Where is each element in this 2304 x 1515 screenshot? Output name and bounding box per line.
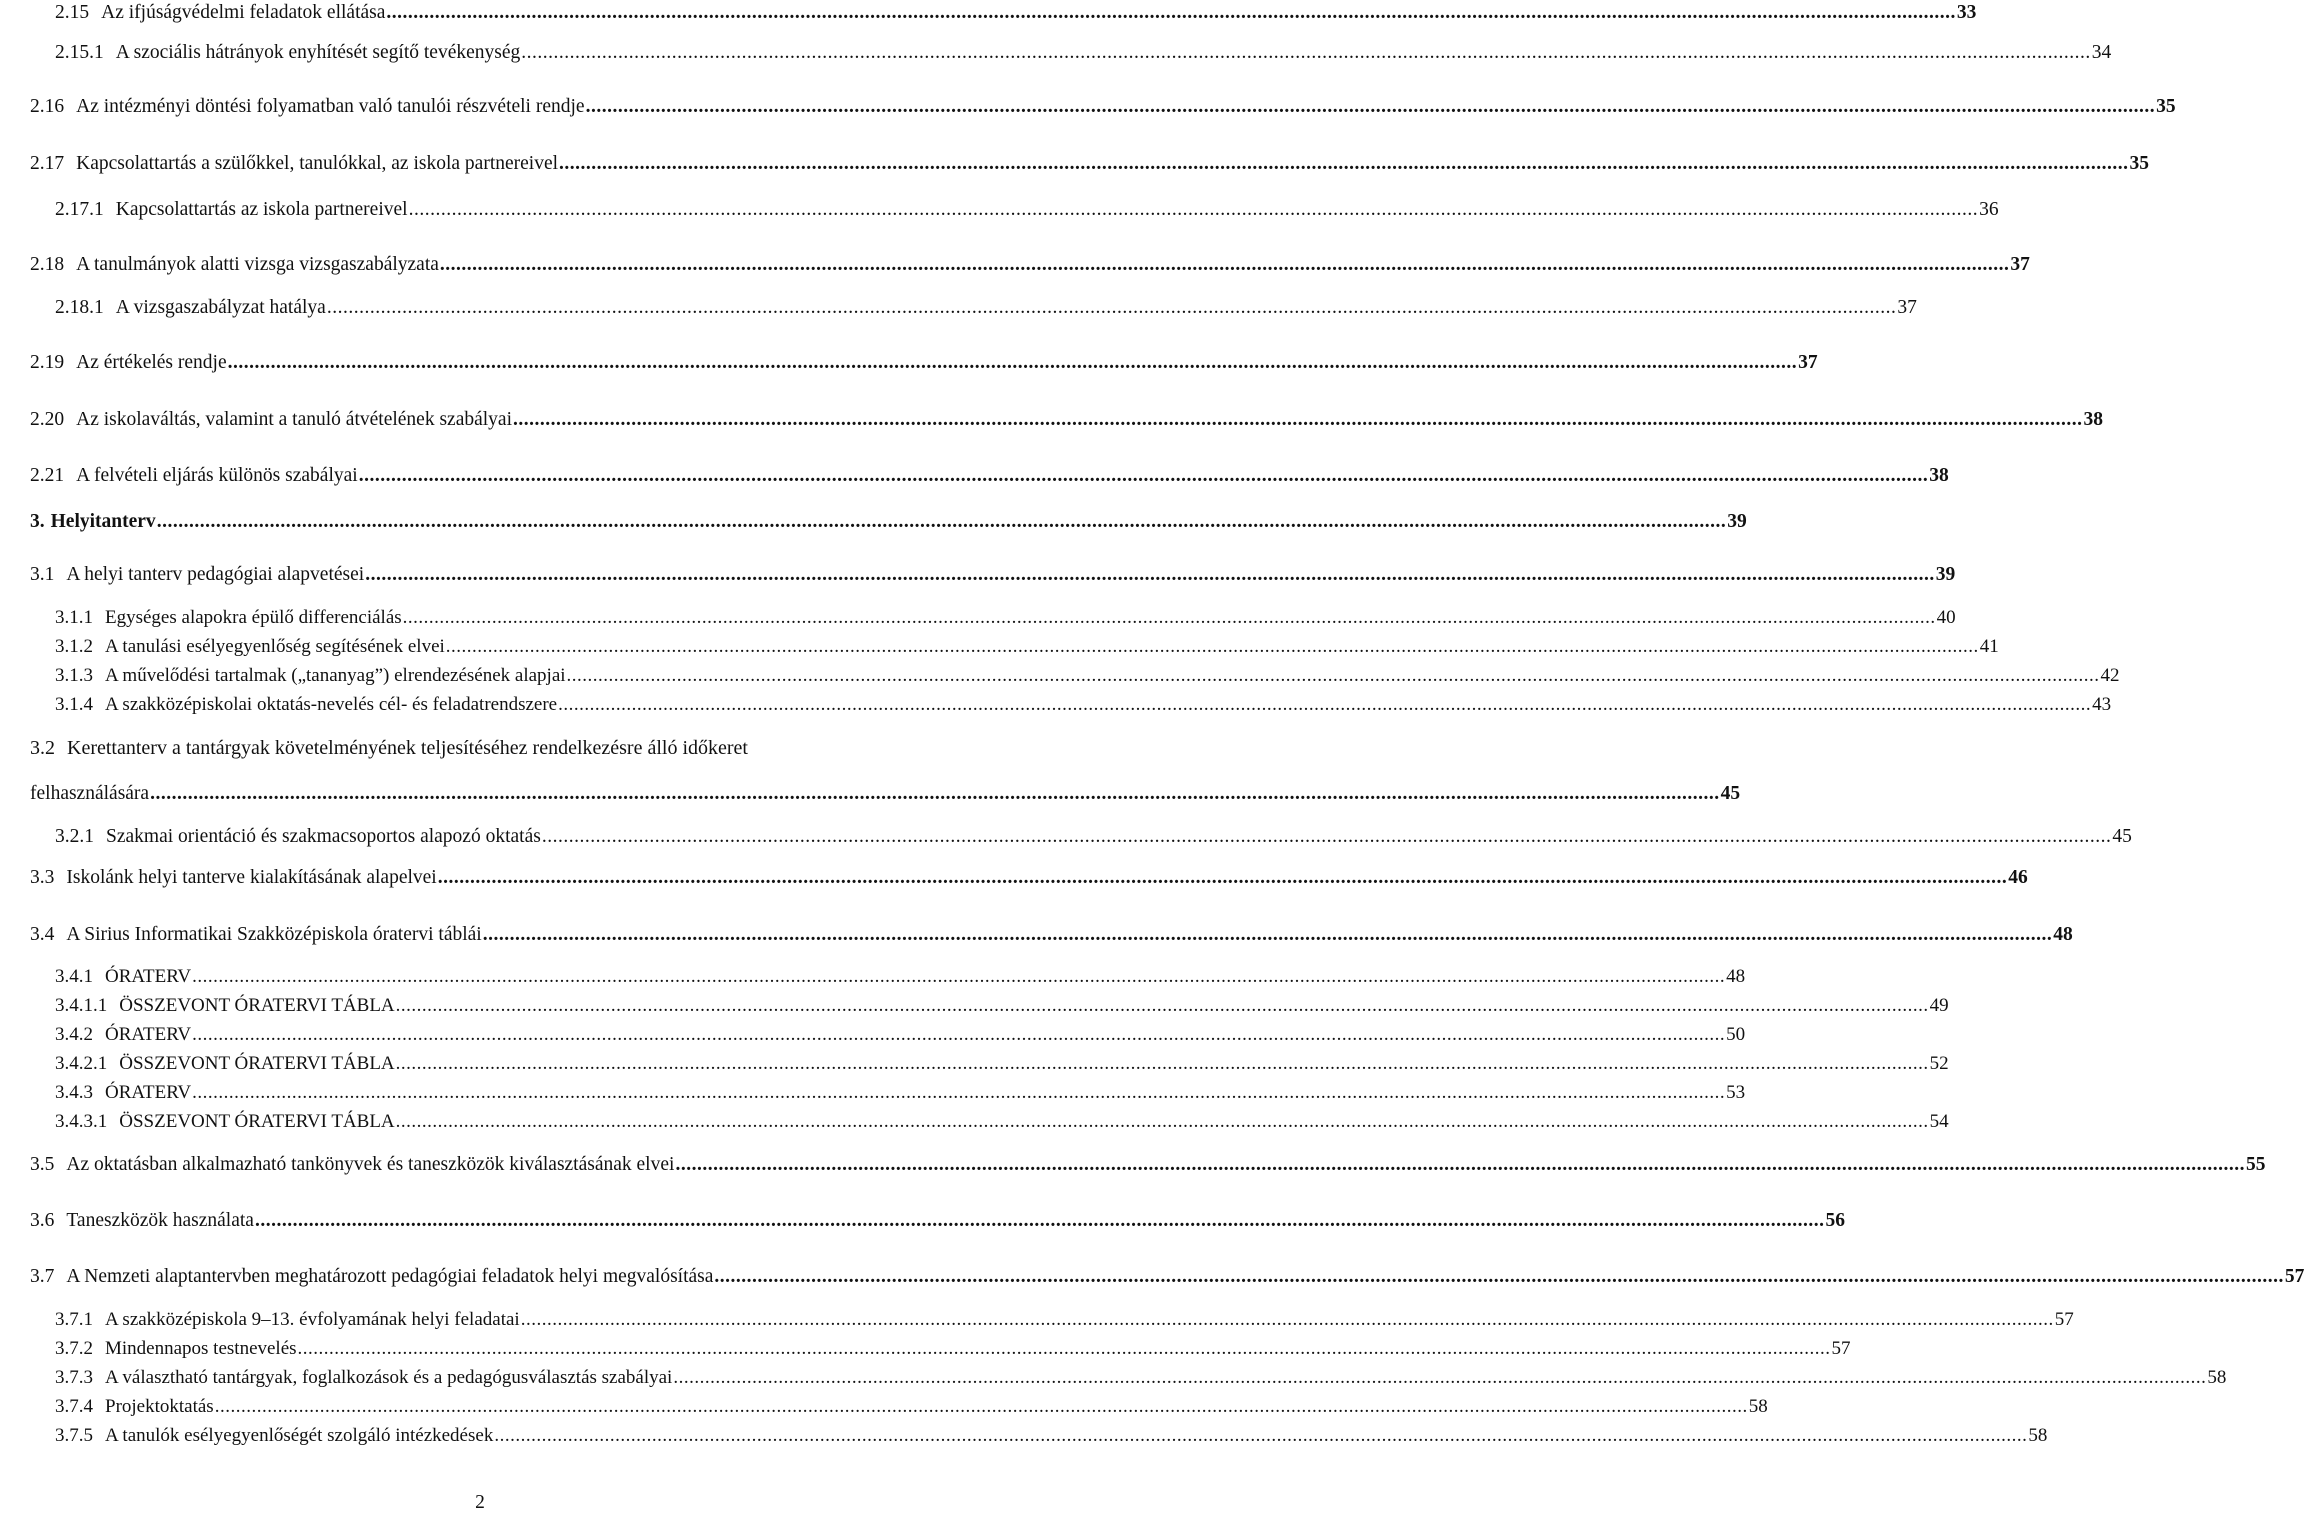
toc-entry-number: 3.7.5 bbox=[55, 1425, 93, 1446]
toc-leader bbox=[396, 1111, 1929, 1133]
toc-entry[interactable] bbox=[55, 2, 1977, 24]
toc-entry-page: 53 bbox=[1726, 1082, 1746, 1103]
toc-entry-title: Az oktatásban alkalmazható tankönyvek és taneszközök kiválasztásának elvei bbox=[66, 1154, 675, 1175]
toc-entry-page: 45 bbox=[2112, 826, 2132, 847]
toc-entry[interactable] bbox=[30, 409, 2103, 431]
toc-entry-page: 34 bbox=[2091, 42, 2112, 63]
toc-entry[interactable] bbox=[55, 636, 1999, 658]
toc-entry-number: 3.4 bbox=[30, 924, 55, 945]
toc-entry-number: 3.3 bbox=[30, 867, 55, 888]
toc-entry[interactable] bbox=[55, 694, 2112, 716]
toc-entry-title: A Nemzeti alaptantervben meghatározott pedagógiai feladatok helyi megvalósítása bbox=[66, 1266, 714, 1287]
toc-entry-number: 3.1 bbox=[30, 564, 55, 585]
toc-leader bbox=[440, 254, 2010, 276]
toc-entry[interactable] bbox=[55, 42, 2112, 64]
toc-entry-number: 3.7.2 bbox=[55, 1338, 93, 1359]
toc-leader bbox=[228, 352, 1798, 374]
toc-entry-page: 54 bbox=[1929, 1111, 1949, 1132]
toc-entry-wrapped[interactable] bbox=[30, 737, 748, 760]
toc-entry-page: 37 bbox=[1897, 297, 1917, 318]
toc-leader bbox=[255, 1210, 1825, 1232]
toc-leader bbox=[675, 1154, 2245, 1176]
toc-entry-title: A szakközépiskola 9–13. évfolyamának helyi feladatai bbox=[105, 1309, 520, 1330]
toc-entry-title: A tanulmányok alatti vizsga vizsgaszabályzata bbox=[76, 254, 439, 275]
toc-entry-number: 3.7.3 bbox=[55, 1367, 93, 1388]
toc-entry-number: 3.1.1 bbox=[55, 607, 93, 628]
toc-entry-number: 3.7 bbox=[30, 1266, 55, 1287]
toc-entry-title: A művelődési tartalmak („tananyag”) elrendezésének alapjai bbox=[105, 665, 566, 686]
toc-entry-page: 57 bbox=[1831, 1338, 1851, 1359]
toc-entry-number: 3.4.1.1 bbox=[55, 995, 108, 1016]
toc-entry-page: 43 bbox=[2092, 694, 2112, 715]
toc-entry-title: Kapcsolattartás a szülőkkel, tanulókkal, az iskola partnereivel bbox=[76, 153, 559, 174]
toc-entry-title: A szociális hátrányok enyhítését segítő tevékenység bbox=[115, 42, 521, 63]
toc-leader bbox=[327, 297, 1897, 319]
toc-leader bbox=[396, 995, 1929, 1017]
toc-entry-title: Mindennapos testnevelés bbox=[105, 1338, 297, 1359]
toc-entry-title: ÖSSZEVONT ÓRATERVI TÁBLA bbox=[119, 1053, 395, 1074]
toc-entry-title: Szakmai orientáció és szakmacsoportos alapozó oktatás bbox=[106, 826, 541, 847]
toc-leader bbox=[215, 1396, 1748, 1418]
toc-entry[interactable] bbox=[55, 607, 1956, 629]
toc-leader bbox=[386, 2, 1956, 24]
toc-entry[interactable] bbox=[30, 352, 1818, 374]
toc-entry-title: Iskolánk helyi tanterve kialakításának alapelvei bbox=[66, 867, 437, 888]
toc-leader bbox=[438, 867, 2008, 889]
toc-entry-title: ÓRATERV bbox=[105, 1024, 192, 1045]
toc-leader bbox=[409, 199, 1979, 221]
toc-leader bbox=[483, 924, 2053, 946]
toc-entry[interactable] bbox=[55, 826, 2132, 848]
toc-entry-page: 33 bbox=[1956, 2, 1977, 23]
toc-entry[interactable] bbox=[30, 1266, 2304, 1288]
toc-entry-page: 37 bbox=[2010, 254, 2030, 275]
toc-leader bbox=[192, 1024, 1725, 1046]
toc-entry-number: 3.4.2 bbox=[55, 1024, 93, 1045]
toc-entry-page: 50 bbox=[1726, 1024, 1746, 1045]
toc-entry[interactable] bbox=[30, 96, 2176, 118]
toc-entry-number: 2.20 bbox=[30, 409, 65, 430]
toc-entry-page: 49 bbox=[1929, 995, 1949, 1016]
toc-entry-page: 57 bbox=[2054, 1309, 2074, 1330]
toc-entry-number: 2.19 bbox=[30, 352, 65, 373]
toc-entry-title: A szakközépiskolai oktatás-nevelés cél- és feladatrendszere bbox=[105, 694, 558, 715]
toc-entry[interactable] bbox=[55, 297, 1917, 319]
toc-entry-number: 3.5 bbox=[30, 1154, 55, 1175]
toc-entry-number: 3.7.4 bbox=[55, 1396, 93, 1417]
toc-entry[interactable] bbox=[30, 924, 2073, 946]
toc-entry-page: 35 bbox=[2156, 96, 2176, 117]
toc-entry[interactable] bbox=[30, 867, 2028, 889]
toc-entry-page: 48 bbox=[2053, 924, 2073, 945]
toc-entry-number: 3.2.1 bbox=[55, 826, 94, 847]
toc-leader bbox=[157, 511, 1727, 533]
toc-entry-title: A helyi tanterv pedagógiai alapvetései bbox=[66, 564, 365, 585]
toc-entry[interactable] bbox=[30, 511, 1747, 533]
toc-leader bbox=[567, 665, 2100, 687]
toc-entry-title: A Sirius Informatikai Szakközépiskola óratervi táblái bbox=[66, 924, 482, 945]
toc-entry-number: 3.4.2.1 bbox=[55, 1053, 108, 1074]
toc-entry[interactable] bbox=[55, 1396, 1768, 1418]
toc-leader bbox=[559, 153, 2129, 175]
toc-entry-number: 3.1.2 bbox=[55, 636, 93, 657]
toc-entry-page: 46 bbox=[2008, 867, 2028, 888]
toc-entry-page: 35 bbox=[2129, 153, 2150, 174]
toc-entry-number: 2.18 bbox=[30, 254, 65, 275]
toc-entry[interactable] bbox=[55, 995, 1949, 1017]
toc-leader bbox=[298, 1338, 1831, 1360]
toc-entry[interactable] bbox=[55, 1082, 1746, 1104]
toc-entry-number: 2.17.1 bbox=[55, 199, 104, 220]
toc-entry-title: Egységes alapokra épülő differenciálás bbox=[105, 607, 402, 628]
toc-leader bbox=[359, 465, 1929, 487]
toc-entry-title: Az értékelés rendje bbox=[76, 352, 227, 373]
toc-entry-title: A vizsgaszabályzat hatálya bbox=[115, 297, 326, 318]
toc-leader bbox=[558, 694, 2091, 716]
toc-entry-page: 39 bbox=[1935, 564, 1956, 585]
toc-entry-number: 3.7.1 bbox=[55, 1309, 93, 1330]
toc-entry-title: Az intézményi döntési folyamatban való tanulói részvételi rendje bbox=[76, 96, 585, 117]
toc-leader bbox=[192, 966, 1725, 988]
toc-entry-title: Helyitanterv bbox=[50, 511, 156, 532]
toc-entry[interactable] bbox=[55, 1024, 1746, 1046]
toc-entry[interactable] bbox=[30, 1154, 2266, 1176]
toc-leader bbox=[150, 783, 1720, 805]
toc-entry-title: ÖSSZEVONT ÓRATERVI TÁBLA bbox=[119, 995, 395, 1016]
toc-entry-number: 2.17 bbox=[30, 153, 65, 174]
toc-entry[interactable] bbox=[30, 465, 1949, 487]
toc-entry[interactable] bbox=[30, 783, 1741, 805]
toc-entry[interactable] bbox=[30, 564, 1956, 586]
toc-entry[interactable] bbox=[55, 1425, 2048, 1447]
toc-leader bbox=[521, 42, 2091, 64]
toc-leader bbox=[673, 1367, 2206, 1389]
toc-entry[interactable] bbox=[55, 199, 1999, 221]
toc-entry-title: Projektoktatás bbox=[105, 1396, 214, 1417]
toc-entry-title: ÓRATERV bbox=[105, 966, 192, 987]
toc-entry-number: 3.6 bbox=[30, 1210, 55, 1231]
toc-entry[interactable] bbox=[55, 1338, 1851, 1360]
toc-entry[interactable] bbox=[30, 1210, 1845, 1232]
toc-entry-page: 52 bbox=[1929, 1053, 1949, 1074]
toc-entry-page: 58 bbox=[2207, 1367, 2227, 1388]
toc-entry-title: Kerettanterv a tantárgyak követelményének teljesítéséhez rendelkezésre álló időkeret bbox=[67, 737, 748, 759]
toc-entry-number: 2.15 bbox=[55, 2, 90, 23]
toc-entry-page: 55 bbox=[2245, 1154, 2266, 1175]
toc-entry-number: 3.2 bbox=[30, 737, 55, 759]
toc-entry[interactable] bbox=[55, 665, 2120, 687]
toc-entry-page: 41 bbox=[1979, 636, 1999, 657]
toc-entry-page: 57 bbox=[2284, 1266, 2304, 1287]
toc-entry-page: 45 bbox=[1720, 783, 1741, 804]
page-number: 2 bbox=[475, 1492, 485, 1513]
toc-entry-number: 2.15.1 bbox=[55, 42, 104, 63]
toc-entry[interactable] bbox=[55, 1111, 1949, 1133]
toc-entry-number: 3.4.3.1 bbox=[55, 1111, 108, 1132]
toc-entry-number: 3.1.4 bbox=[55, 694, 93, 715]
toc-entry[interactable] bbox=[30, 153, 2150, 175]
toc-entry[interactable] bbox=[30, 254, 2030, 276]
toc-entry-page: 42 bbox=[2100, 665, 2120, 686]
toc-entry-title: Az ifjúságvédelmi feladatok ellátása bbox=[101, 2, 386, 23]
toc-leader bbox=[542, 826, 2112, 848]
toc-entry-page: 38 bbox=[1929, 465, 1949, 486]
toc-leader bbox=[521, 1309, 2054, 1331]
toc-leader bbox=[494, 1425, 2027, 1447]
toc-entry-number: 2.16 bbox=[30, 96, 65, 117]
toc-entry-title: Taneszközök használata bbox=[66, 1210, 254, 1231]
toc-entry-page: 36 bbox=[1979, 199, 1999, 220]
toc-leader bbox=[192, 1082, 1725, 1104]
toc-leader bbox=[586, 96, 2156, 118]
toc-entry-number: 2.21 bbox=[30, 465, 65, 486]
toc-entry-title: A felvételi eljárás különös szabályai bbox=[76, 465, 358, 486]
toc-entry-title: ÓRATERV bbox=[105, 1082, 192, 1103]
toc-entry-number: 3.4.3 bbox=[55, 1082, 93, 1103]
toc-leader bbox=[403, 607, 1936, 629]
toc-entry-page: 56 bbox=[1825, 1210, 1845, 1231]
toc-entry-page: 58 bbox=[1748, 1396, 1768, 1417]
toc-entry-page: 38 bbox=[2083, 409, 2103, 430]
toc-entry-title: A tanulási esélyegyenlőség segítésének elvei bbox=[105, 636, 445, 657]
toc-entry[interactable] bbox=[55, 1309, 2074, 1331]
toc-entry-title: A tanulók esélyegyenlőségét szolgáló intézkedések bbox=[105, 1425, 494, 1446]
toc-leader bbox=[396, 1053, 1929, 1075]
toc-entry-number: 3. bbox=[30, 511, 45, 532]
toc-entry-title: ÖSSZEVONT ÓRATERVI TÁBLA bbox=[119, 1111, 395, 1132]
toc-leader bbox=[714, 1266, 2284, 1288]
toc-entry-number: 3.4.1 bbox=[55, 966, 93, 987]
toc-entry-title: Kapcsolattartás az iskola partnereivel bbox=[115, 199, 408, 220]
toc-entry[interactable] bbox=[55, 966, 1746, 988]
toc-leader bbox=[446, 636, 1979, 658]
toc-entry-page: 37 bbox=[1798, 352, 1818, 373]
toc-entry-number: 2.18.1 bbox=[55, 297, 104, 318]
toc-entry-number: 3.1.3 bbox=[55, 665, 93, 686]
toc-entry-page: 58 bbox=[2028, 1425, 2048, 1446]
toc-leader bbox=[365, 564, 1935, 586]
toc-entry-page: 40 bbox=[1936, 607, 1956, 628]
toc-entry-title: A választható tantárgyak, foglalkozások és a pedagógusválasztás szabályai bbox=[105, 1367, 673, 1388]
toc-leader bbox=[513, 409, 2083, 431]
toc-entry[interactable] bbox=[55, 1367, 2227, 1389]
toc-entry-page: 48 bbox=[1726, 966, 1746, 987]
toc-entry-title: felhasználására bbox=[30, 783, 150, 804]
toc-entry[interactable] bbox=[55, 1053, 1949, 1075]
toc-entry-page: 39 bbox=[1727, 511, 1747, 532]
toc-entry-title: Az iskolaváltás, valamint a tanuló átvételének szabályai bbox=[76, 409, 512, 430]
